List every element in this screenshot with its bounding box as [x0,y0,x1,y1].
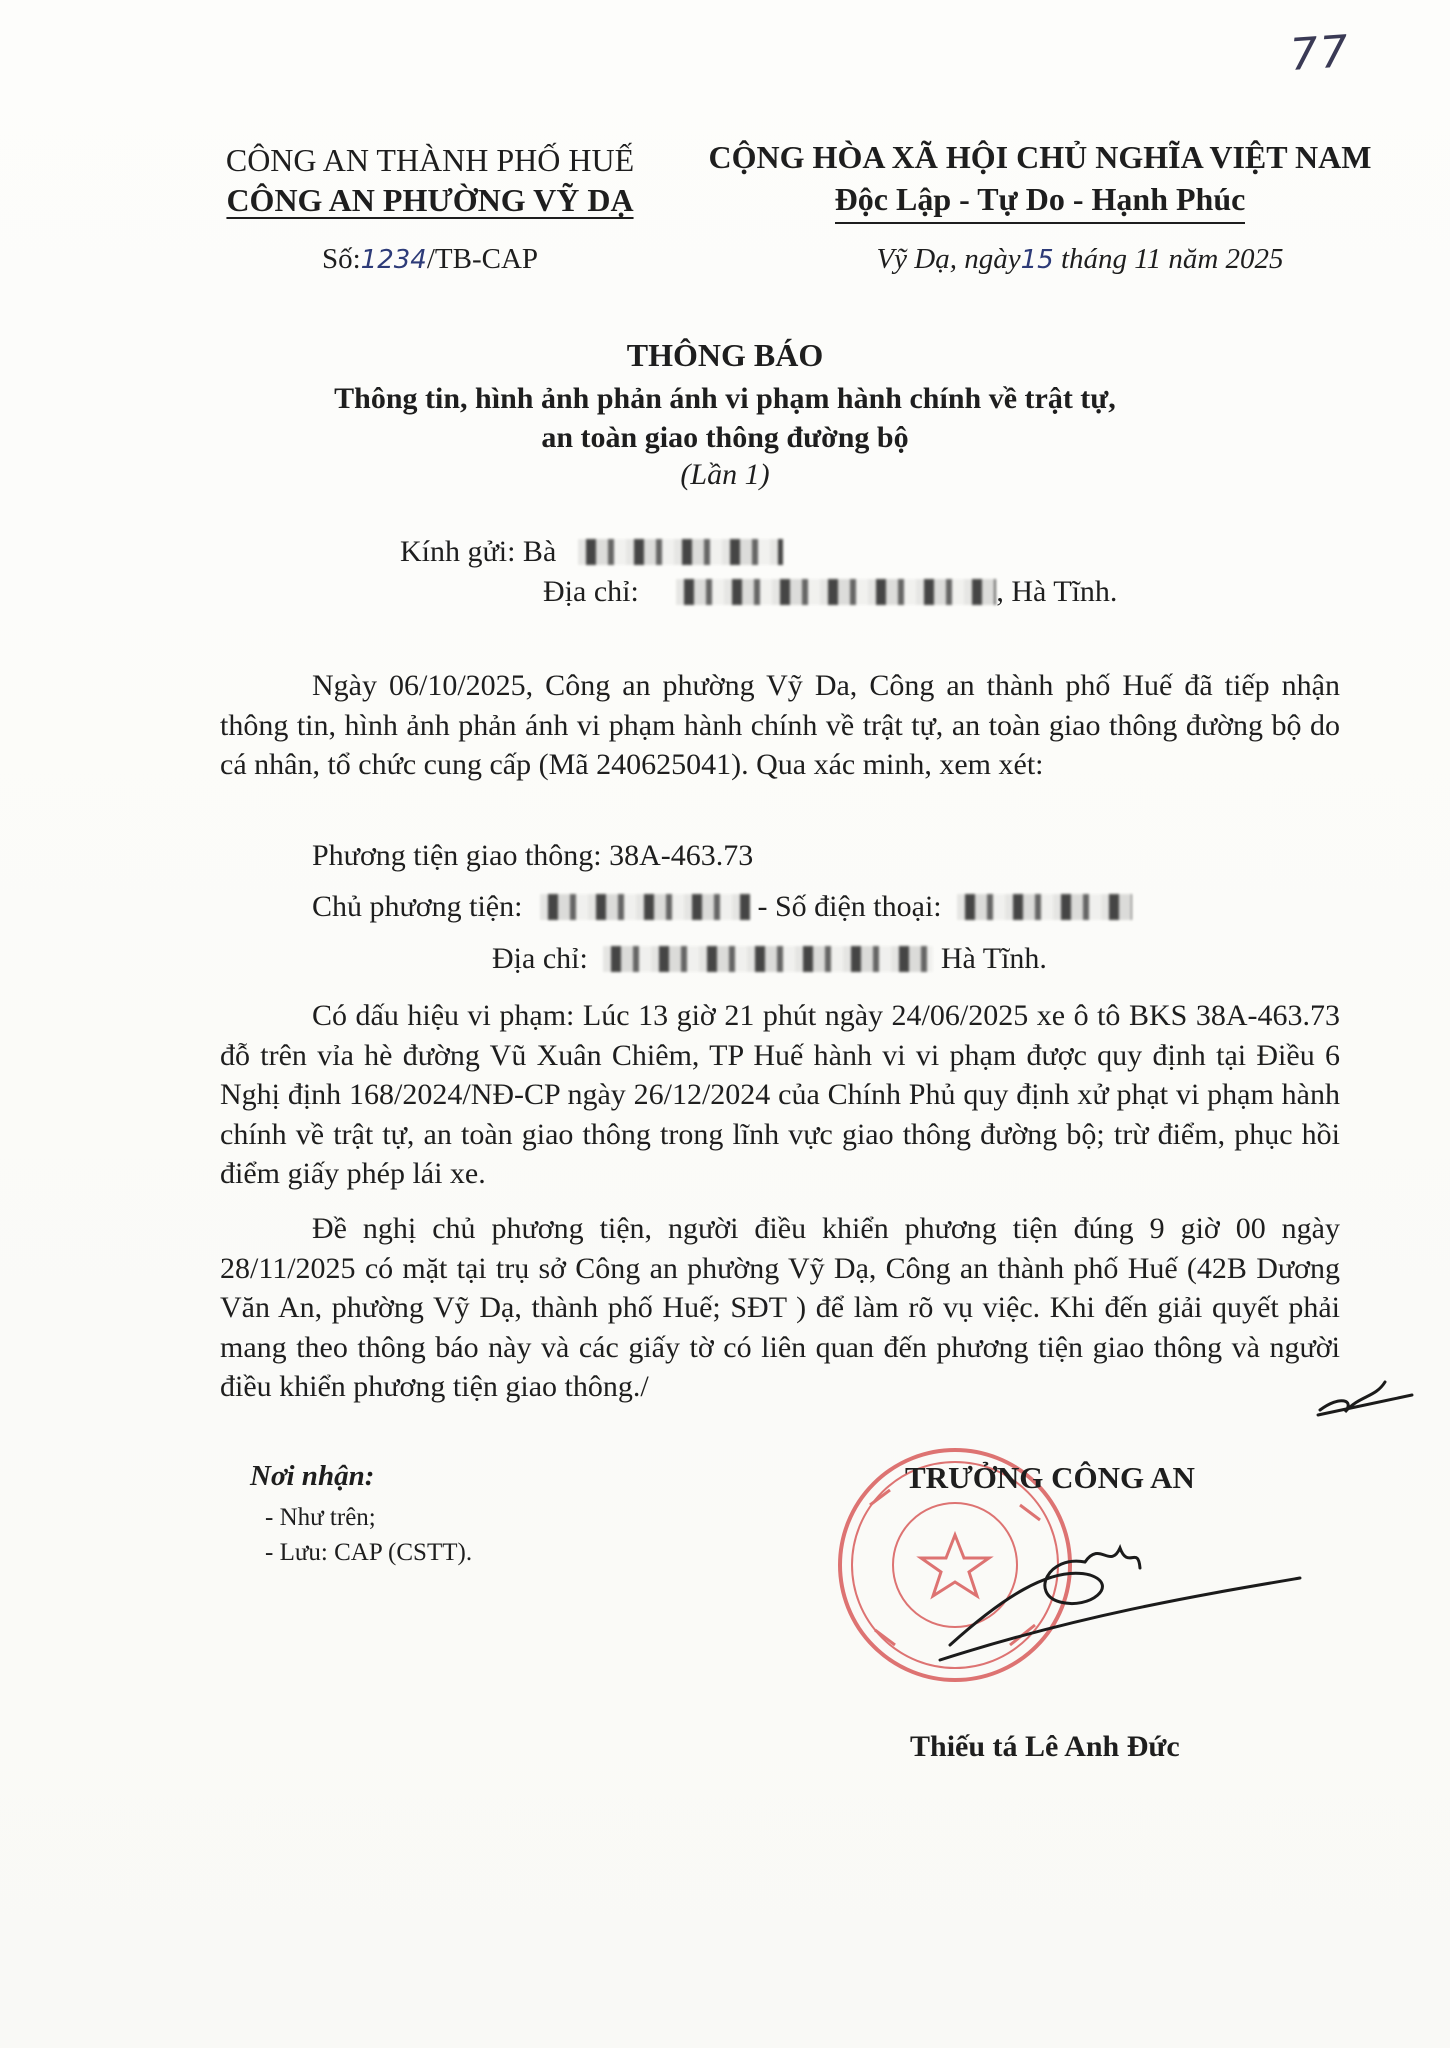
national-motto: Độc Lập - Tự Do - Hạnh Phúc [835,178,1246,224]
document-subtitle-2: an toàn giao thông đường bộ [541,421,909,454]
signer-title: TRƯỞNG CÔNG AN [905,1460,1195,1495]
handwritten-number: 1234 [360,245,427,275]
document-number: Số:1234/TB-CAP [321,243,539,275]
body-paragraph-1: Ngày 06/10/2025, Công an phường Vỹ Da, Công an thành phố Huế đã tiếp nhận thông tin, hình ảnh phản ánh vi phạm hành chính về trật tự, an toàn giao thông đường bộ do cá nhân, tổ chức cung cấp (Mã 240625041). Qua xác minh, xem xét: [220,669,1340,781]
body-paragraph-2: Có dấu hiệu vi phạm: Lúc 13 giờ 21 phút ngày 24/06/2025 xe ô tô BKS 38A-463.73 đỗ trên vỉa hè đường Vũ Xuân Chiêm, TP Huế hành vi vi phạm được quy định tại Điều 6 Nghị định 168/2024/NĐ-CP ngày 26/12/2024 của Chính Phủ quy định xử phạt vi phạm hành chính về trật tự, an toàn giao thông trong lĩnh vực giao thông đường bộ; trừ điểm, phục hồi điểm giấy phép lái xe. [220,999,1340,1190]
document-subtitle-1: Thông tin, hình ảnh phản ánh vi phạm hành chính về trật tự, [334,382,1116,415]
recipients-title: Nơi nhận: [250,1460,375,1492]
recipient-address-line: Địa chỉ: , Hà Tĩnh. [543,575,1118,608]
page-number: 77 [1288,25,1352,82]
initials-mark [1318,1382,1412,1415]
document-date: Vỹ Dạ, ngày15 tháng 11 năm 2025 [876,243,1284,275]
handwritten-signature [940,1548,1300,1660]
notice-iteration: (Lần 1) [680,458,770,491]
recipient-item: - Lưu: CAP (CSTT). [265,1539,473,1566]
document-title: THÔNG BÁO [626,337,824,373]
recipient-item: - Như trên; [265,1504,376,1531]
vehicle-line: Phương tiện giao thông: 38A-463.73 [312,839,754,872]
body-paragraph-3: Đề nghị chủ phương tiện, người điều khiển phương tiện đúng 9 giờ 00 ngày 28/11/2025 có mặt tại trụ sở Công an phường Vỹ Dạ, Công an thành phố Huế (42B Dương Văn An, phường Vỹ Dạ, thành phố Huế; SĐT ) để làm rõ vụ việc. Khi đến giải quyết phải mang theo thông báo này và các giấy tờ có liên quan đến phương tiện giao thông và người điều khiển phương tiện giao thông./ [220,1212,1340,1403]
handwritten-day: 15 [1020,245,1054,275]
agency-name: CÔNG AN PHƯỜNG VỸ DẠ [226,182,634,218]
agency-parent: CÔNG AN THÀNH PHỐ HUẾ [225,142,635,178]
country-name: CỘNG HÒA XÃ HỘI CHỦ NGHĨA VIỆT NAM [708,139,1372,175]
owner-address-line: Địa chỉ: Hà Tĩnh. [492,942,1047,975]
vehicle-owner-line: Chủ phương tiện: - Số điện thoại: [312,890,1132,924]
signer-name: Thiếu tá Lê Anh Đức [910,1730,1180,1763]
recipient-line: Kính gửi: Bà [400,535,783,569]
